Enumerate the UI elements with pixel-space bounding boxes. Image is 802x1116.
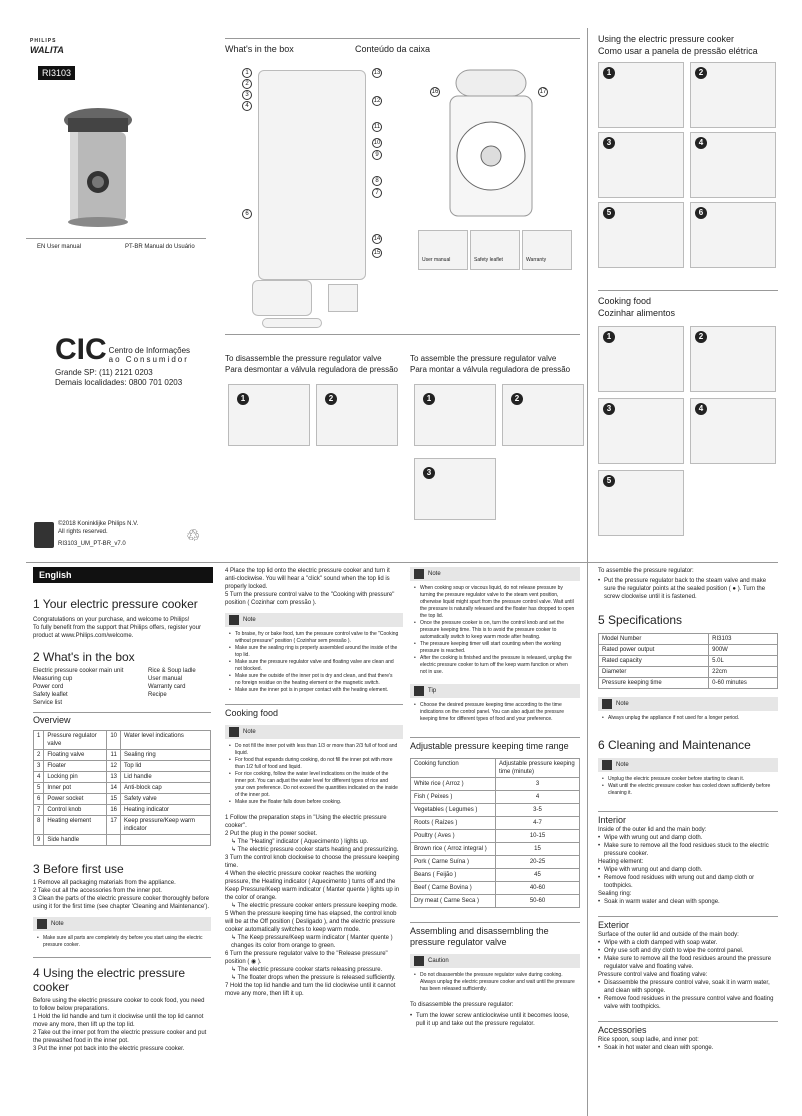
table-row: 7 Control knob 16 Heating indicator <box>34 805 211 816</box>
s3-note: • Make sure all parts are completely dry before you start using the electric pressure cooker. <box>33 931 211 949</box>
cic-other: Demais localidades: 0800 701 0203 <box>55 378 183 387</box>
s4-list: 1 Hold the lid handle and turn it clockwise until the top lid cannot move any more, then lift up the top lid. 2 Take out the inner pot from the electric pressure cooker and put the prewashed food in the inner pot. 3 Put the inner pot back into the electric pressure cooker. <box>33 1014 207 1052</box>
c3-caution: • Do not disassemble the pressure regulator valve during cooking. Always unplug the electric pressure cooker and wait until the pressure has been released sufficiently. <box>410 968 580 993</box>
power-cord-image <box>252 280 312 316</box>
ladle-image <box>262 318 322 328</box>
disassemble-title-pt: Para desmontar a válvula reguladora de pressão <box>225 365 398 374</box>
section-6-title: 6 Cleaning and Maintenance <box>598 738 751 752</box>
exterior-list: • Wipe with a cloth damped with soap water. • Only use soft and dry cloth to wipe the control panel. • Make sure to remove all the food residues around the pressure regulator valve and floating valve. <box>598 939 778 971</box>
using-steps-grid: 1 2 3 4 5 6 <box>598 62 778 262</box>
c3-tip: • Choose the desired pressure keeping time according to the time indications on the control panel. You can also adjust the pressure keeping time for different types of food and your preference. <box>410 698 580 723</box>
assemble-step-1: 1 <box>414 384 496 446</box>
document-code: RI3103_UM_PT-BR_v7.0 <box>58 541 126 547</box>
walita-logo: WALITA <box>30 45 64 55</box>
column-1 <box>33 567 211 1053</box>
language-bar: English <box>33 567 213 583</box>
note-header: Note <box>225 613 403 627</box>
table-row: Beans ( Feijão ) 45 <box>411 869 580 882</box>
c2-note-1: • To braise, fry or bake food, turn the pressure control valve to the "Cooking without pressure" position ( Cozinhar sem pressão ). • Make sure the sealing ring is properly assembled around the inside of the top lid. • Make sure the pressure regulator valve and floating valve are clean and not blocked. • Make sure the outside of the inner pot is dry and clean, and that there's no foreign residue on the heating element or the magnetic switch. • Make sure the inner pot is in proper contact with the heating element. <box>225 627 403 694</box>
section-5-title: 5 Specifications <box>598 613 683 627</box>
asm-intro: To assemble the pressure regulator: <box>598 568 694 574</box>
note-header: Note <box>598 758 778 772</box>
table-row: Dry meat ( Carne Seca ) 50-60 <box>411 895 580 908</box>
table-row: 8 Heating element 17 Keep pressure/Keep warm indicator <box>34 816 211 835</box>
cic-line2: ao Consumidor <box>108 355 189 364</box>
using-title-pt: Como usar a panela de pressão elétrica <box>598 46 758 56</box>
box-list-right: Rice & Soup ladle User manual Warranty card Recipe <box>148 668 196 698</box>
table-row: Poultry ( Aves ) 10-15 <box>411 830 580 843</box>
exterior-intro: Surface of the outer lid and outside of the main body: <box>598 932 739 938</box>
table-row: 9 Side handle <box>34 835 211 846</box>
c3-note: • When cooking soup or viscous liquid, do not release pressure by turning the pressure regulator valve to the steam vent position, otherwise liquid might spurt from the pressure control valve. Wait until the pressure is naturally released and the floater has dropped to open the top lid. • Once the pressure cooker is on, turn the control knob and set the pressure keeping time. This is to avoid the pressure cooker to automatically switch to keep warm mode after heating. • The pressure keeping timer will start counting when the working pressure is reached. • After the cooking is finished and the pressure is released, unplug the electric pressure cooker to turn off the keep warm function or when not in use. <box>410 581 580 676</box>
interior-list: • Wipe with wrung out and damp cloth. • Make sure to remove all the food residues stuck to the electric pressure cooker. <box>598 834 778 858</box>
table-row: Roots ( Raízes ) 4-7 <box>411 817 580 830</box>
c4-note-2: • Unplug the electric pressure cooker before starting to clean it. • Wait until the electric pressure cooker has cooled down sufficiently before cleaning it. <box>598 772 778 797</box>
assembling-title: Assembling and disassembling the pressure regulator valve <box>410 926 549 947</box>
section-3-title: 3 Before first use <box>33 862 124 876</box>
cic-phone: Grande SP: (11) 2121 0203 <box>55 368 153 377</box>
pcv-list: • Disassemble the pressure control valve, soak it in warm water, and clean with sponge. • Remove food residues in the pressure control valve and floating valve with toothpicks. <box>598 979 778 1011</box>
exterior-title: Exterior <box>598 920 630 930</box>
acc-list: • Soak in hot water and clean with sponge. <box>598 1044 778 1052</box>
pcv-label: Pressure control valve and floating valve: <box>598 972 708 978</box>
caution-header: Caution <box>410 954 580 968</box>
dis-list: • Turn the lower screw anticlockwise until it becomes loose, pull it up and take out the pressure regulator. <box>410 1012 580 1028</box>
box-title-pt: Conteúdo da caixa <box>355 44 431 54</box>
cookingfood-title-en: Cooking food <box>598 296 652 306</box>
assemble-step-2: 2 <box>502 384 584 446</box>
column-2 <box>225 567 403 998</box>
disassemble-step-1: 1 <box>228 384 310 446</box>
copyright-line2: All rights reserved. <box>58 529 108 535</box>
callout-17: 17 <box>539 89 547 95</box>
copyright-line1: ©2018 Koninklijke Philips N.V. <box>58 521 139 527</box>
model-badge: RI3103 <box>38 66 75 80</box>
heating-label: Heating element: <box>598 859 644 865</box>
heating-list: • Wipe with wrung out and damp cloth. • Remove food residues with wrung out and damp cloth or toothpicks. <box>598 866 778 890</box>
box-list-left: Electric pressure cooker main unit Measuring cup Power cord Safety leaflet Service list <box>33 668 124 706</box>
cic-block <box>55 333 191 388</box>
table-row: Model Number RI3103 <box>599 634 778 645</box>
manual-en: EN User manual <box>37 244 82 250</box>
table-row: Pork ( Carne Suína ) 20-25 <box>411 856 580 869</box>
table-row: 4 Locking pin 13 Lid handle <box>34 772 211 783</box>
interior-intro: Inside of the outer lid and the main body: <box>598 827 707 833</box>
overview-table <box>33 730 211 846</box>
section-1-title: 1 Your electric pressure cooker <box>33 597 198 611</box>
cooking-food-title: Cooking food <box>225 708 279 718</box>
s1-p2: To fully benefit from the support that Philips offers, register your product at www.Philips.com/welcome. <box>33 625 201 639</box>
column-4 <box>598 567 778 1052</box>
philips-logo: PHILIPS <box>30 38 57 44</box>
c4-note-1: • Always unplug the appliance if not used for a longer period. <box>598 711 778 722</box>
acc-intro: Rice spoon, soup ladle, and inner pot: <box>598 1037 699 1043</box>
table-row: Fish ( Peixes ) 4 <box>411 791 580 804</box>
tip-header: Tip <box>410 684 580 698</box>
interior-title: Interior <box>598 815 627 825</box>
cic-line1: Centro de Informações <box>108 346 191 355</box>
keeping-time-table: Cooking function Adjustable pressure keeping time (minute) White rice ( Arroz ) 3 Fish ( Peixes ) 4 Vegetables ( Legumes ) 3-5 Roots ( Raízes ) 4-7 Poultry ( Aves ) 10-15 Brown rice ( Arroz integral ) 15 Pork ( Carne Suína ) 20-25 Beans ( Feijão ) 45 Beef ( Carne Bovina ) 40-60 Dry meat ( Carne Seca ) 50-60 <box>410 758 580 908</box>
note-header: Note <box>225 725 403 739</box>
control-panel-diagram <box>446 60 536 220</box>
callout-16: 16 <box>431 89 439 95</box>
note-header: Note <box>410 567 580 581</box>
box-title-en: What's in the box <box>225 44 294 54</box>
cic-logo: CIC <box>55 333 107 366</box>
s3-list: 1 Remove all packaging materials from the appliance. 2 Take out all the accessories from the inner pot. 3 Clean the parts of the electric pressure cooker thoroughly before using it for the first time (see chapter 'Cleaning and Maintenance'). <box>33 880 210 910</box>
cookingfood-steps-grid: 1 2 3 4 5 <box>598 326 778 536</box>
note-header: Note <box>33 917 211 931</box>
table-row: Pressure keeping time 0-60 minutes <box>599 678 778 689</box>
adjustable-title: Adjustable pressure keeping time range <box>410 741 569 751</box>
cooker-photo <box>58 100 138 230</box>
asm-list: • Put the pressure regulator back to the steam valve and make sure the regulator points at the sealed position ( ● ). Turn the screw clockwise until it is fastened. <box>598 577 778 601</box>
exploded-diagram <box>258 70 366 280</box>
using-title-en: Using the electric pressure cooker <box>598 34 735 44</box>
note-header: Note <box>598 697 778 711</box>
s4-intro: Before using the electric pressure cooker to cook food, you need to follow below preparations. <box>33 998 205 1012</box>
cookingfood-title-pt: Cozinhar alimentos <box>598 308 676 318</box>
table-row: Rated capacity 5.0L <box>599 656 778 667</box>
disassemble-step-2: 2 <box>316 384 398 446</box>
table-row: White rice ( Arroz ) 3 <box>411 778 580 791</box>
table-row: Diameter 22cm <box>599 667 778 678</box>
disassemble-title-en: To disassemble the pressure regulator valve <box>225 354 382 363</box>
manual-pt: PT-BR Manual do Usuário <box>125 244 195 250</box>
table-row: 5 Inner pot 14 Anti-block cap <box>34 783 211 794</box>
c2-note-2: • Do not fill the inner pot with less than 1/3 or more than 2/3 full of food and liquid. • For food that expands during cooking, do not fill the inner pot with more than 1/2 full of food and liquid. • For rice cooking, follow the water level indications on the inside of the inner pot. You can adjust the water level for different types of rice and your own preference. Do not exceed the quantities indicated on the inside of the inner pot. • Make sure the floater falls down before cooking. <box>225 739 403 806</box>
measuring-cup-image <box>328 284 358 312</box>
table-row: Beef ( Carne Bovina ) 40-60 <box>411 882 580 895</box>
assemble-title-pt: Para montar a válvula reguladora de pressão <box>410 365 571 374</box>
overview-title: Overview <box>33 715 71 725</box>
section-4-title: 4 Using the electric pressure cooker <box>33 966 186 994</box>
philips-shield-icon <box>34 522 54 548</box>
doc-safety-leaflet: Safety leaflet <box>470 230 520 270</box>
table-row: 1 Pressure regulator valve 10 Water level indications <box>34 731 211 750</box>
doc-user-manual: User manual <box>418 230 468 270</box>
section-2-title: 2 What's in the box <box>33 650 135 664</box>
table-row: 6 Power socket 15 Safety valve <box>34 794 211 805</box>
spec-table <box>598 633 778 689</box>
table-row: 3 Floater 12 Top lid <box>34 761 211 772</box>
c2-steps: 1 Follow the preparation steps in "Using the electric pressure cooker". 2 Put the plug in the power socket. ↳ The "Heating" indicator ( Aquecimento ) lights up. ↳ The electric pressure cooker starts heating and pressurizing. 3 Turn the control knob clockwise to choose the pressure keeping time. 4 When the electric pressure cooker reaches the working pressure, the Heating indicator ( Aquecimento ) turns off and the Keep Pressure/Keep warm indicator ( Manter quente ) lights up in the color of orange. ↳ The electric pressure cooker enters pressure keeping mode. 5 When the pressure keeping time has elapsed, the control knob will be at the Off position ( Desligado ), and the electric pressure cooker automatically switches to keep warm mode. ↳ The Keep pressure/Keep warm indicator ( Manter quente ) changes its color from orange to green. 6 Turn the pressure regulator valve to the "Release pressure" position ( ◉ ). ↳ The electric pressure cooker starts releasing pressure. ↳ The floater drops when the pressure is released sufficiently. 7 Hold the top lid handle and turn the lid clockwise until it cannot move any more, then lift it up. <box>225 815 400 997</box>
s1-p1: Congratulations on your purchase, and welcome to Philips! <box>33 617 190 623</box>
doc-warranty: Warranty <box>522 230 572 270</box>
table-row: Vegetables ( Legumes ) 3-5 <box>411 804 580 817</box>
assemble-title-en: To assemble the pressure regulator valve <box>410 354 557 363</box>
accessories-title: Accessories <box>598 1025 647 1035</box>
seal-list: • Soak in warm water and clean with sponge. <box>598 898 778 906</box>
table-row: 2 Floating valve 11 Sealing ring <box>34 750 211 761</box>
recycle-icon: ♲ <box>186 528 201 545</box>
table-row: Brown rice ( Arroz integral ) 15 <box>411 843 580 856</box>
table-row: Rated power output 900W <box>599 645 778 656</box>
assemble-step-3: 3 <box>414 458 496 520</box>
dis-intro: To disassemble the pressure regulator: <box>410 1002 514 1008</box>
c2-items-45: 4 Place the top lid onto the electric pressure cooker and turn it anti-clockwise. You will hear a "click" sound when the top lid is properly locked. 5 Turn the pressure control valve to the "Cooking with pressure" position ( Cozinhar com pressão ). <box>225 568 395 606</box>
brand-block <box>30 38 70 55</box>
seal-label: Sealing ring: <box>598 891 632 897</box>
column-3 <box>410 567 580 1028</box>
